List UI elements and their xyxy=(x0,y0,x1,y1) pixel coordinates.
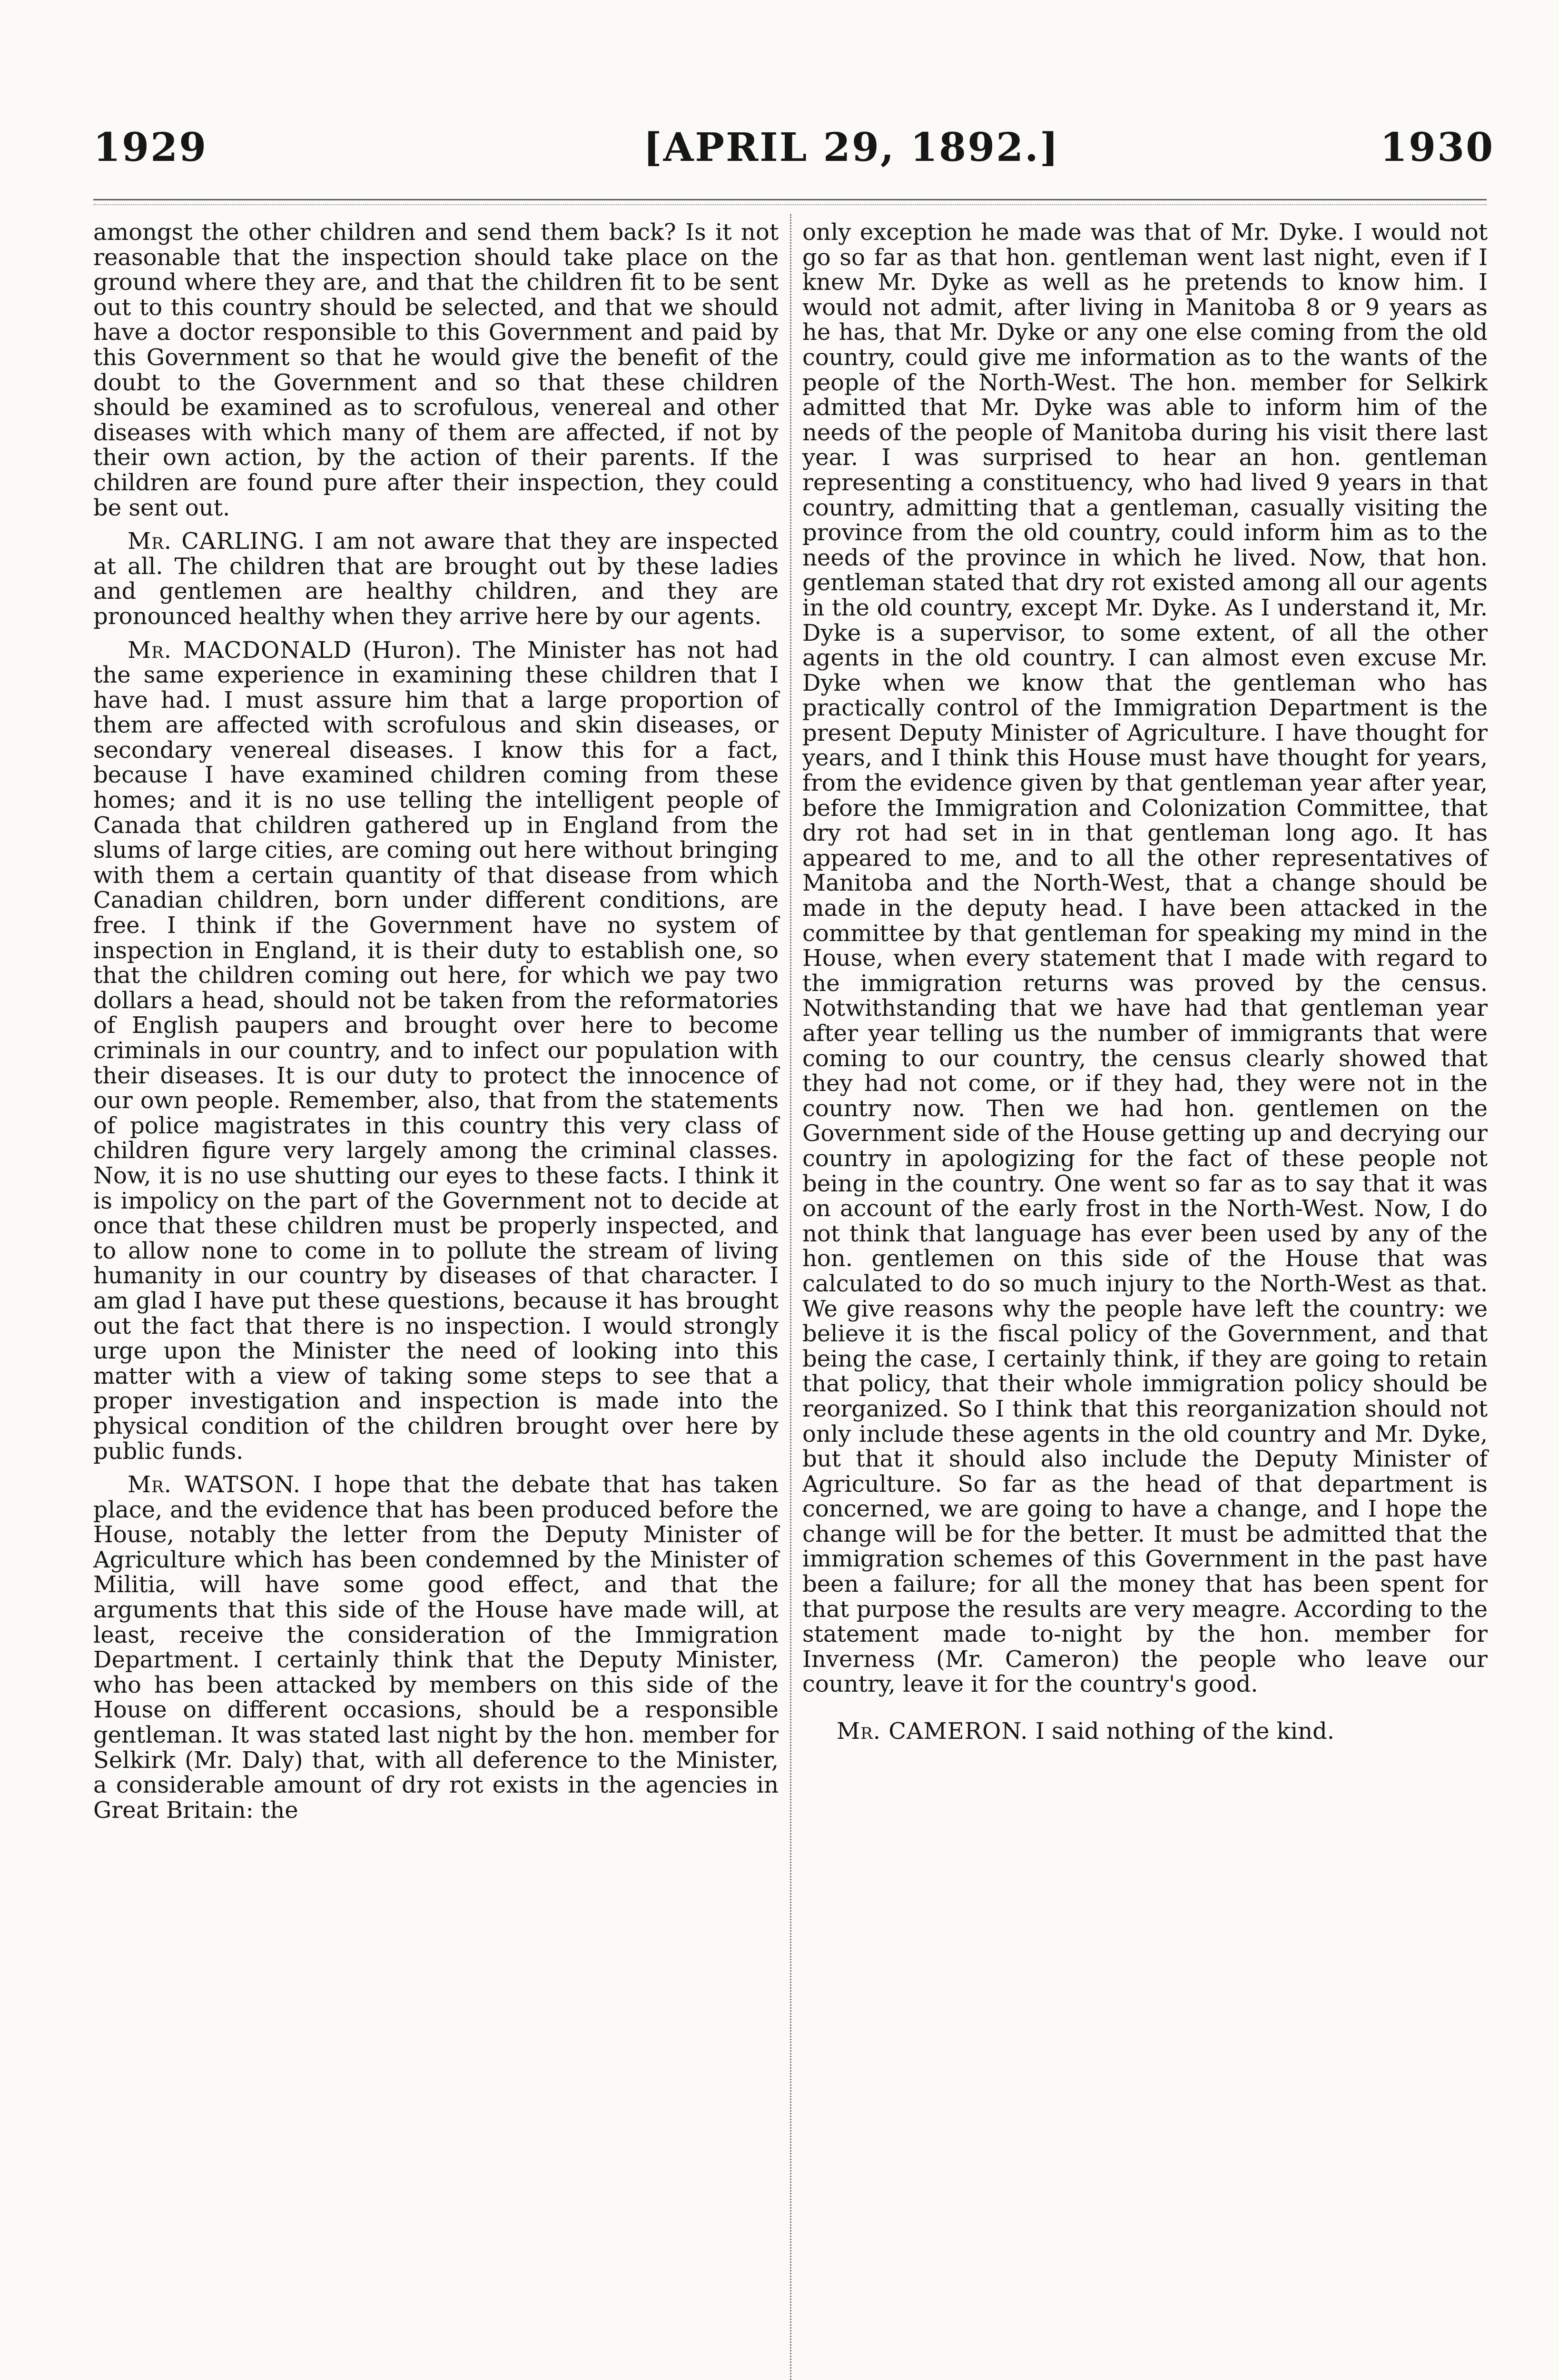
column-divider xyxy=(790,214,791,2380)
left-column xyxy=(93,220,779,1823)
speaker-carling: Mr. CARLING. xyxy=(128,528,306,555)
speaker-riding: (Huron). xyxy=(363,636,462,664)
left-p1-text: amongst the other children and send them back? Is it not reasonable that the inspection should take place on the ground where they are, and that the children fit to be sent out to this country should be selected, and that we should have a doctor responsible to this Government and paid by this Government so that he would give the benefit of the doubt to the Government and so that these children should be examined as to scrofulous, venereal and other diseases with which many of them are affected, if not by their own action, by the action of their parents. If the children are found pure after their inspection, they could be sent out. xyxy=(93,219,779,521)
speaker-watson: Mr. WATSON. xyxy=(128,1471,301,1498)
left-paragraph-4 xyxy=(93,1472,779,1823)
right-paragraph-2 xyxy=(802,1719,1488,1744)
header-rule xyxy=(93,199,1487,205)
right-paragraph-1 xyxy=(802,220,1488,1697)
left-p2-text: I am not aware that they are inspected at all. The children that are brought out by these ladies and gentlemen are healthy children, and they are pronounced healthy when they arrive here by our agents. xyxy=(93,528,779,630)
speaker-macdonald: Mr. MACDONALD xyxy=(128,636,352,664)
left-p4-text: I hope that the debate that has taken place, and the evidence that has been produced before the House, notably the letter from the Deputy Minister of Agriculture which has been condemned by the Minister of Militia, will have some good effect, and that the arguments that this side of the House have made will, at least, receive the consideration of the Immigration Department. I certainly think that the Deputy Minister, who has been attacked by members on this side of the House on different occasions, should be a responsible gentleman. It was stated last night by the hon. member for Selkirk (Mr. Daly) that, with all deference to the Minister, a considerable amount of dry rot exists in the agencies in Great Britain: the xyxy=(93,1471,779,1824)
speaker-cameron: Mr. CAMERON. xyxy=(837,1718,1028,1745)
left-paragraph-1 xyxy=(93,220,779,520)
right-p2-text: I said nothing of the kind. xyxy=(1035,1718,1334,1745)
right-p1-text: only exception he made was that of Mr. Dyke. I would not go so far as that hon. gentleman went last night, even if I knew Mr. Dyke as well as he pretends to know him. I would not admit, after living in Manitoba 8 or 9 years as he has, that Mr. Dyke or any one else coming from the old country, could give me information as to the wants of the people of the North-West. The hon. member for Selkirk admitted that Mr. Dyke was able to inform him of the needs of the people of Manitoba during his visit there last year. I was surprised to hear an hon. gentleman representing a constituency, who had lived 9 years in that country, admitting that a gentleman, casually visiting the province from the old country, could inform him as to the needs of the province in which he lived. Now, that hon. gentleman stated that dry rot existed among all our agents in the old country, except Mr. Dyke. As I understand it, Mr. Dyke is a supervisor, to some extent, of all the other agents in the old country. I can almost even excuse Mr. Dyke when we know that the gentleman who has practically control of the Immigration Department is the present Deputy Minister of Agriculture. I have thought for years, and I think this House must have thought for years, from the evidence given by that gentleman year after year, before the Immigration and Colonization Committee, that dry rot had set in in that gentleman long ago. It has appeared to me, and to all the other representatives of Manitoba and the North-West, that a change should be made in the deputy head. I have been attacked in the committee by that gentleman for speaking my mind in the House, when every statement that I made with regard to the immigration returns was proved by the census. Notwithstanding that we have had that gentleman year after year telling us the number of immigrants that were coming to our country, the census clearly showed that they had not come, or if they had, they were not in the country now. Then we had hon. gentlemen on the Government side of the House getting up and decrying our country in apologizing for the fact of these people not being in the country. One went so far as to say that it was on account of the early frost in the North-West. Now, I do not think that language has ever been used by any of the hon. gentlemen on this side of the House that was calculated to do so much injury to the North-West as that. We give reasons why the people have left the country: we believe it is the fiscal policy of the Government, and that being the case, I certainly think, if they are going to retain that policy, that their whole immigration policy should be reorganized. So I think that this reorganization should not only include these agents in the old country and Mr. Dyke, but that it should also include the Deputy Minister of Agriculture. So far as the head of that department is concerned, we are going to have a change, and I hope the change will be for the better. It must be admitted that the immigration schemes of this Government in the past have been a failure; for all the money that has been spent for that purpose the results are very meagre. According to the statement made to-night by the hon. member for Inverness (Mr. Cameron) the people who leave our country, leave it for the country's good. xyxy=(802,219,1488,1698)
left-paragraph-3 xyxy=(93,638,779,1464)
page-number-left: 1929 xyxy=(93,125,208,170)
left-paragraph-2 xyxy=(93,529,779,629)
header-date: [APRIL 29, 1892.] xyxy=(643,125,1060,170)
right-column xyxy=(802,220,1488,1744)
left-p3-text: The Minister has not had the same experience in examining these children that I have had. I must assure him that a large proportion of them are affected with scrofulous and skin diseases, or secondary venereal diseases. I know this for a fact, because I have examined children coming from these homes; and it is no use telling the intelligent people of Canada that children gathered up in England from the slums of large cities, are coming out here without bringing with them a certain quantity of that disease from which Canadian children, born under different conditions, are free. I think if the Government have no system of inspection in England, it is their duty to establish one, so that the children coming out here, for which we pay two dollars a head, should not be taken from the reformatories of English paupers and brought over here to become criminals in our country, and to infect our population with their diseases. It is our duty to protect the innocence of our own people. Remember, also, that from the statements of police magistrates in this country this very class of children figure very largely among the criminal classes. Now, it is no use shutting our eyes to these facts. I think it is impolicy on the part of the Government not to decide at once that these children must be properly inspected, and to allow none to come in to pollute the stream of living humanity in our country by diseases of that character. I am glad I have put these questions, because it has brought out the fact that there is no inspection. I would strongly urge upon the Minister the need of looking into this matter with a view of taking some steps to see that a proper investigation and inspection is made into the physical condition of the children brought over here by public funds. xyxy=(93,636,779,1465)
page-header xyxy=(0,110,1559,182)
page-number-right: 1930 xyxy=(1380,125,1495,170)
